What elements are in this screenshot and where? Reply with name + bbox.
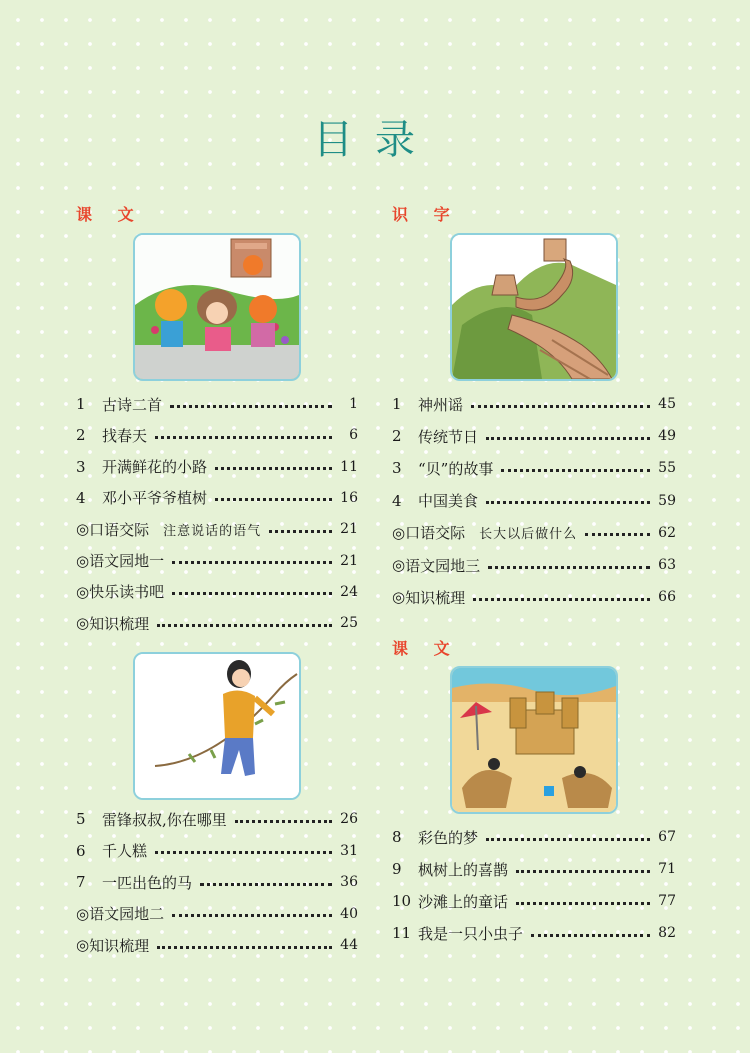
entry-title: 彩色的梦: [418, 828, 479, 847]
dot-leaders: [516, 870, 650, 873]
toc-right-1-entry[interactable]: [392, 490, 676, 512]
entry-page-number: 40: [340, 905, 358, 922]
entry-page-number: 63: [658, 557, 676, 573]
entry-page-number: 6: [349, 427, 358, 444]
dot-leaders: [155, 851, 332, 854]
dot-leaders: [172, 592, 332, 595]
entry-number: 3: [76, 457, 86, 476]
toc-right-1-entry[interactable]: [392, 393, 676, 415]
dot-leaders: [488, 566, 650, 569]
entry-number: ◎: [392, 556, 406, 574]
dot-leaders: [516, 902, 650, 905]
toc-right-1-entry[interactable]: [392, 457, 676, 479]
toc-left-2-entry[interactable]: [76, 808, 358, 830]
dot-leaders: [172, 914, 332, 917]
entry-title: 中国美食: [418, 492, 479, 511]
dot-leaders: [486, 501, 650, 504]
entry-title: 找春天: [102, 426, 148, 445]
entry-number: 4: [392, 491, 402, 510]
dot-leaders: [155, 436, 332, 439]
page-title: 目录: [313, 117, 437, 163]
dot-leaders: [215, 498, 332, 501]
entry-title: 语文园地三: [405, 556, 481, 575]
entry-title: “贝”的故事: [418, 459, 494, 478]
entry-number: ◎: [76, 582, 90, 601]
entry-number: 5: [76, 810, 86, 828]
entry-page-number: 77: [658, 893, 676, 909]
entry-number: 2: [76, 426, 86, 445]
entry-number: 9: [392, 860, 402, 878]
entry-number: 6: [76, 841, 86, 860]
entry-title: 千人糕: [102, 842, 148, 860]
entry-title: 一匹出色的马: [102, 873, 193, 892]
entry-number: 2: [392, 427, 402, 446]
dot-leaders: [269, 530, 332, 533]
entry-page-number: 26: [340, 811, 358, 827]
entry-title: 我是一只小虫子: [418, 924, 524, 943]
dot-leaders: [157, 624, 332, 627]
section-label-shizi: 识 字: [392, 205, 460, 224]
entry-page-number: 67: [658, 829, 676, 845]
entry-page-number: 24: [340, 583, 358, 600]
entry-number: 7: [76, 873, 86, 891]
entry-page-number: 66: [658, 589, 676, 606]
entry-subtitle: 注意说话的语气: [163, 523, 262, 539]
entry-page-number: 16: [340, 489, 358, 506]
entry-page-number: 36: [340, 874, 358, 890]
entry-number: ◎: [76, 551, 90, 570]
entry-page-number: 25: [340, 615, 358, 632]
dot-leaders: [235, 820, 332, 823]
great-wall-picture: [450, 233, 618, 381]
entry-title: 语文园地一: [89, 552, 165, 570]
entry-number: 1: [392, 395, 402, 413]
entry-number: 4: [76, 488, 86, 507]
dot-leaders: [170, 405, 332, 408]
section-label-kewen-2: 课 文: [392, 639, 460, 658]
entry-title: 语文园地二: [89, 905, 165, 923]
entry-title: 邓小平爷爷植树: [102, 489, 208, 508]
dot-leaders: [585, 533, 650, 536]
entry-number: ◎: [76, 936, 90, 954]
entry-title: 古诗二首: [102, 395, 163, 414]
toc-right-1-entry[interactable]: [392, 586, 676, 608]
entry-title: 口语交际: [89, 520, 150, 539]
entry-page-number: 11: [340, 458, 358, 475]
toc-left-1-entry[interactable]: [76, 424, 358, 446]
entry-title: 沙滩上的童话: [418, 892, 509, 911]
entry-page-number: 44: [340, 937, 358, 953]
entry-number: ◎: [76, 520, 90, 539]
toc-left-1-entry[interactable]: [76, 612, 358, 634]
toc-left-1-entry[interactable]: [76, 518, 358, 540]
entry-subtitle: 长大以后做什么: [479, 527, 578, 543]
entry-title: 快乐读书吧: [89, 583, 165, 602]
toc-left-1-entry[interactable]: [76, 487, 358, 509]
dot-leaders: [471, 405, 650, 408]
entry-page-number: 21: [340, 552, 358, 569]
toc-left-2-entry[interactable]: [76, 840, 358, 862]
entry-number: 3: [392, 459, 402, 478]
toc-right-2-entry[interactable]: [392, 922, 676, 944]
entry-title: 口语交际: [405, 524, 466, 543]
entry-title: 开满鲜花的小路: [102, 458, 208, 477]
entry-number: ◎: [76, 904, 90, 923]
entry-number: 1: [76, 395, 86, 413]
entry-number: 8: [392, 828, 402, 846]
entry-page-number: 31: [340, 842, 358, 859]
toc-right-1-entry[interactable]: [392, 522, 676, 544]
toc-right-2-entry[interactable]: [392, 890, 676, 912]
entry-title: 知识梳理: [405, 588, 466, 607]
toc-left-2-entry[interactable]: [76, 903, 358, 925]
toc-left-2-entry[interactable]: [76, 934, 358, 956]
toc-left-1-entry[interactable]: [76, 550, 358, 572]
entry-page-number: 49: [658, 428, 676, 445]
entry-title: 传统节日: [418, 427, 479, 446]
dot-leaders: [486, 838, 650, 841]
entry-title: 雷锋叔叔,你在哪里: [102, 810, 227, 829]
toc-right-1-entry[interactable]: [392, 554, 676, 576]
toc-left-2-entry[interactable]: [76, 871, 358, 893]
entry-number: 10: [392, 892, 412, 910]
dot-leaders: [200, 883, 332, 886]
dot-leaders: [501, 469, 650, 472]
entry-page-number: 1: [349, 396, 358, 412]
entry-title: 知识梳理: [89, 936, 150, 955]
dot-leaders: [215, 467, 332, 470]
entry-page-number: 59: [658, 492, 676, 509]
toc-right-2-entry[interactable]: [392, 826, 676, 848]
toc-left-1-entry[interactable]: [76, 393, 358, 415]
dot-leaders: [486, 437, 650, 440]
entry-page-number: 62: [658, 524, 676, 541]
entry-page-number: 21: [340, 521, 358, 538]
dot-leaders: [172, 561, 332, 564]
entry-number: ◎: [392, 588, 406, 607]
entry-title: 神州谣: [418, 395, 464, 414]
section-label-kewen-1: 课 文: [76, 205, 144, 224]
toc-left-1-entry[interactable]: [76, 581, 358, 603]
entry-number: ◎: [392, 523, 406, 542]
cartoon-animals-garden-picture: [133, 233, 301, 381]
entry-number: ◎: [76, 614, 90, 633]
dot-leaders: [531, 934, 650, 937]
entry-page-number: 71: [658, 861, 676, 877]
entry-page-number: 82: [658, 925, 676, 941]
entry-number: 11: [392, 924, 412, 942]
dot-leaders: [157, 946, 332, 949]
toc-right-1-entry[interactable]: [392, 425, 676, 447]
toc-right-2-entry[interactable]: [392, 858, 676, 880]
entry-page-number: 45: [658, 396, 676, 412]
entry-page-number: 55: [658, 460, 676, 477]
sandcastle-beach-picture: [450, 666, 618, 814]
entry-title: 枫树上的喜鹊: [418, 860, 509, 879]
girl-with-willow-branch-picture: [133, 652, 301, 800]
dot-leaders: [473, 598, 650, 601]
entry-title: 知识梳理: [89, 614, 150, 633]
toc-left-1-entry[interactable]: [76, 456, 358, 478]
